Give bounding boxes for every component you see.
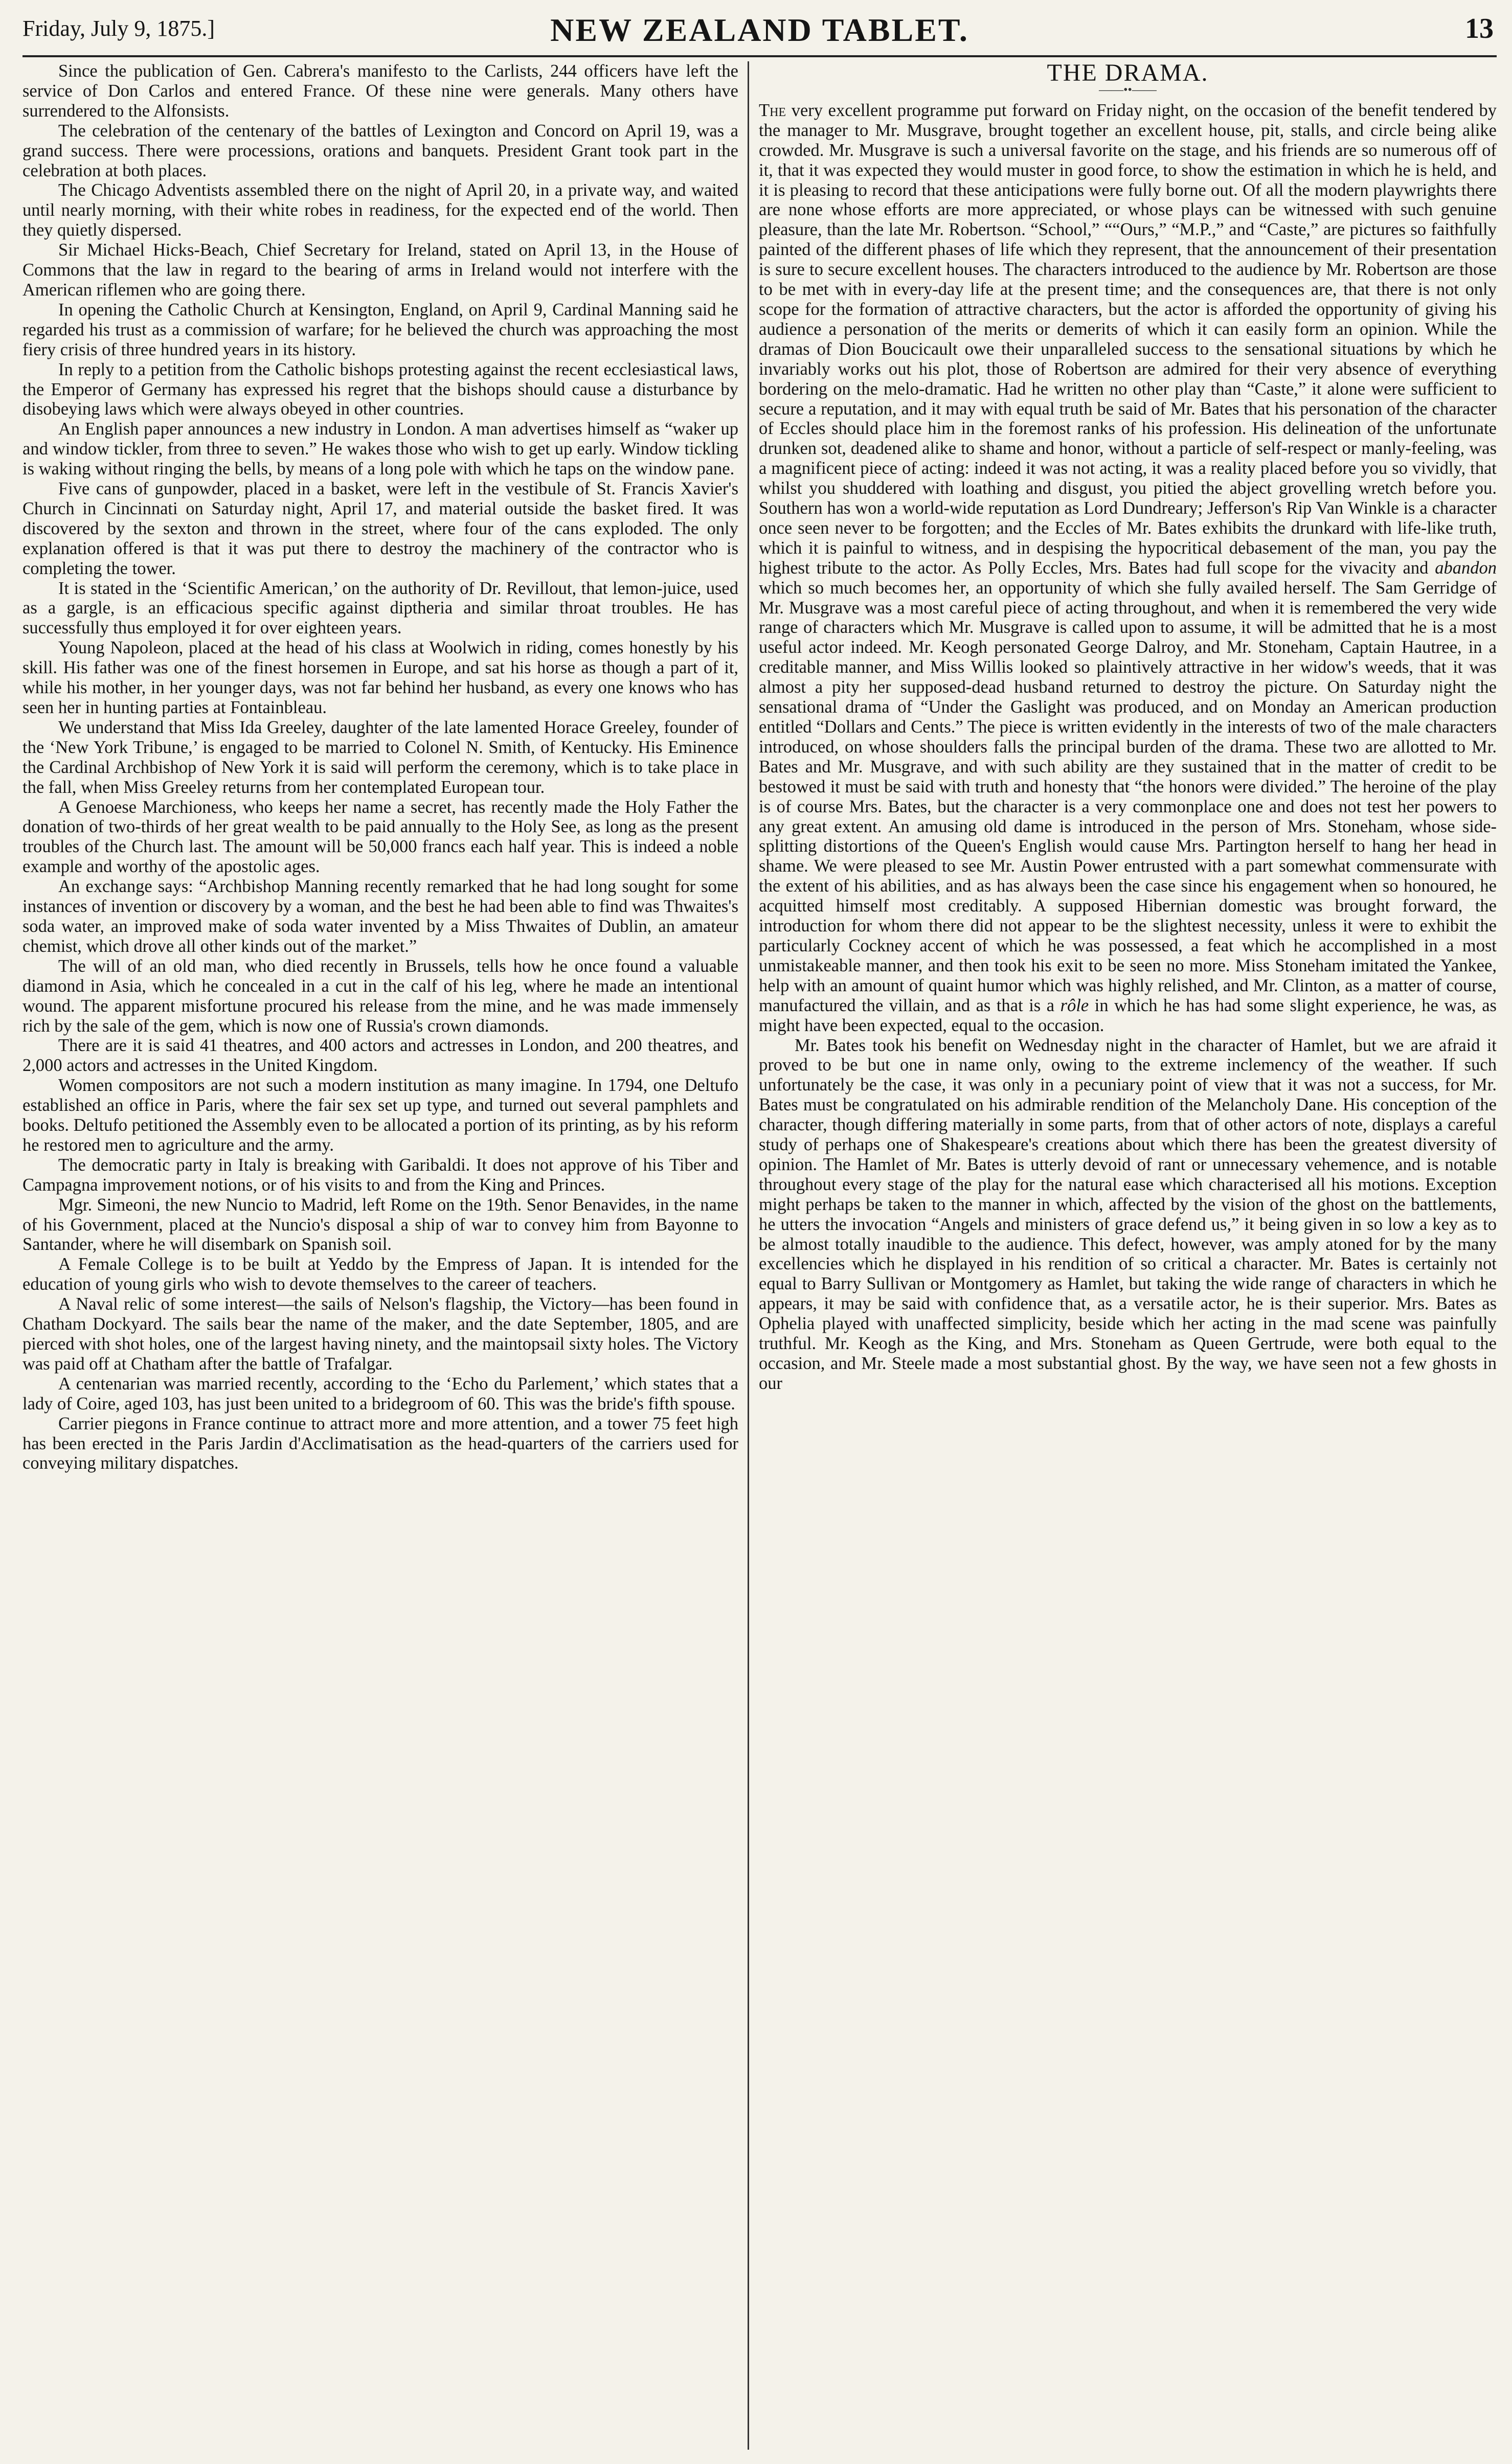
- drama-text-run: which so much becomes her, an opportunity of which she fully availed herself. The Sam Gerridge of Mr. Musgrave was a most careful piece of acting throughout, and when it is remembered the very wide range of characters which Mr. Musgrave is called upon to assume, it will be admitted that he is a most useful actor indeed. Mr. Keogh personated George Dalroy, and Mr. Stoneham, Captain Hautree, in a creditable manner, and Miss Willis looked so plaintively attractive in her widow's weeds, that it was almost a pity her supposed-dead husband returned to destroy the picture. On Saturday night the sensational drama of “Under the Gaslight was produced, and on Monday an American production entitled “Dollars and Cents.” The piece is written evidently in the interests of two of the male characters introduced, on whose shoulders falls the principal burden of the drama. These two are allotted to Mr. Bates and Mr. Musgrave, and with such ability are they sustained that in the matter of credit to be bestowed it must be said with truth and honesty that “the honors were divided.” The heroine of the play is of course Mrs. Bates, but the character is a very commonplace one and does not test her powers to any great extent. An amusing old dame is introduced in the person of Mrs. Stoneham, whose side-splitting distortions of the Queen's English would cause Mrs. Partington herself to hang her head in shame. We were pleased to see Mr. Austin Power entrusted with a part somewhat commensurate with the extent of his abilities, and as has always been the case since his engagement when so honoured, he acquitted himself most creditably. A supposed Hibernian domestic was brought forward, the introduction for whom there did not appear to be the slightest necessity, unless it were to exhibit the particularly Cockney accent of which he was possessed, a feat which he accomplished in a most unmistakeable manner, and then took his exit to be seen no more. Miss Stoneham imitated the Yankee, help with an amount of quaint humor which was highly relished, and Mr. Clinton, as a matter of course, manufactured the villain, and as that is a: [759, 578, 1497, 1015]
- page-header: [22, 11, 1497, 57]
- news-item: Since the publication of Gen. Cabrera's manifesto to the Carlists, 244 officers have left the service of Don Carlos and entered France. Of these nine were generals. Many others have surrendered to the Alfonsists.: [22, 61, 738, 121]
- column-divider: [748, 61, 749, 2450]
- title-ornament: ——••——: [1099, 83, 1157, 97]
- drama-text-run: very excellent programme put forward on Friday night, on the occasion of the benefit tendered by the manager to Mr. Musgrave, brought together an excellent house, pit, stalls, and circle being alike crowded. Mr. Musgrave is such a universal favorite on the stage, and his friends are so numerous off of it, that it was expected they would muster in good force, to show the estimation in which he is held, and it is pleasing to record that these anticipations were fully borne out. Of all the modern playwrights there are none whose efforts are more appreciated, or whose plays can be witnessed with such genuine pleasure, than the late Mr. Robertson. “School,” ““Ours,” “M.P.,” and “Caste,” are pictures so faithfully painted of the different phases of life which they represent, that the announcement of their presentation is sure to secure excellent houses. The characters introduced to the audience by Mr. Robertson are those to be met with in every-day life at the present time; and the consequences are, that there is not only scope for the formation of attractive characters, but the actor is afforded the opportunity of giving his audience a personation of the merits or demerits of which it can easily form an opinion. While the dramas of Dion Boucicault owe their unparalleled success to the sensational situations by which he invariably works out his plot, those of Robertson are admired for their very absence of everything bordering on the melo-dramatic. Had he written no other play than “Caste,” it alone were sufficient to secure a reputation, and it may with equal truth be said of Mr. Bates that his personation of the character of Eccles should place him in the foremost ranks of his profession. His delineation of the unfortunate drunken sot, deadened alike to shame and honor, without a particle of self-respect or manly-feeling, was a magnificent piece of acting: indeed it was not acting, it was a reality placed before you so vividly, that whilst you shuddered with loathing and disgust, you pitied the abject grovelling wretch before you. Southern has won a world-wide reputation as Lord Dundreary; Jefferson's Rip Van Winkle is a character once seen never to be forgotten; and the Eccles of Mr. Bates exhibits the drunkard with life-like truth, which it is painful to witness, and in despising the hypocritical debasement of the man, you pay the highest tribute to the actor. As Polly Eccles, Mrs. Bates had full scope for the vivacity and: [759, 100, 1497, 578]
- news-item: In opening the Catholic Church at Kensington, England, on April 9, Cardinal Manning said he regarded his trust as a commission of warfare; for he believed the church was approaching the most fiery crisis of three hundred years in its history.: [22, 300, 738, 359]
- news-item: Women compositors are not such a modern institution as many imagine. In 1794, one Deltufo established an office in Paris, where the fair sex set up type, and turned out several pamphlets and books. Deltufo petitioned the Assembly even to be allocated a portion of its printing, as by his reform he restored men to agriculture and the army.: [22, 1076, 738, 1155]
- columns: [22, 61, 1497, 2450]
- issue-date: Friday, July 9, 1875.]: [22, 16, 215, 41]
- news-item: A centenarian was married recently, according to the ‘Echo du Parlement,’ which states that a lady of Coire, aged 103, has just been united to a bridegroom of 60. This was the bride's fifth spouse.: [22, 1374, 738, 1413]
- news-item: The Chicago Adventists assembled there on the night of April 20, in a private way, and waited until nearly morning, with their white robes in readiness, for the expected end of the world. Then they quietly dispersed.: [22, 180, 738, 240]
- news-item: Young Napoleon, placed at the head of his class at Woolwich in riding, comes honestly by his skill. His father was one of the finest horsemen in Europe, and sat his horse as though a part of it, while his mother, in her younger days, was not far behind her husband, as every one knows who has seen her in hunting parties at Fontainbleau.: [22, 638, 738, 717]
- news-item: An exchange says: “Archbishop Manning recently remarked that he had long sought for some instances of invention or discovery by a woman, and the best he had been able to find was Thwaites's soda water, an improved make of soda water invented by a Miss Thwaites of Dublin, an amateur chemist, which drove all other kinds out of the market.”: [22, 877, 738, 956]
- news-item: We understand that Miss Ida Greeley, daughter of the late lamented Horace Greeley, founder of the ‘New York Tribune,’ is engaged to be married to Colonel N. Smith, of Kentucky. His Eminence the Cardinal Archbishop of New York it is said will perform the ceremony, which is to take place in the fall, when Miss Greeley returns from her contemplated European tour.: [22, 717, 738, 797]
- news-item: In reply to a petition from the Catholic bishops protesting against the recent ecclesiastical laws, the Emperor of Germany has expressed his regret that the bishops should cause a disturbance by disobeying laws which were always obeyed in other countries.: [22, 359, 738, 419]
- drama-paragraph: Mr. Bates took his benefit on Wednesday night in the character of Hamlet, but we are afraid it proved to be but one in name only, owing to the extreme inclemency of the weather. If such unfortunately be the case, it was only in a pecuniary point of view that it was not a success, for Mr. Bates must be congratulated on his admirable rendition of the Melancholy Dane. His conception of the character, though differing materially in some parts, from that of other actors of note, displays a careful study of perhaps one of Shakespeare's creations about which there has been the greatest diversity of opinion. The Hamlet of Mr. Bates is utterly devoid of rant or unnecessary vehemence, and is notable throughout every stage of the play for the natural ease which characterised all his motions. Exception might perhaps be taken to the manner in which, affected by the vision of the ghost on the battlements, he utters the invocation “Angels and ministers of grace defend us,” it being given in so low a key as to be almost totally inaudible to the audience. This defect, however, was amply atoned for by the many excellencies which he displayed in his rendition of so critical a character. Mr. Bates is certainly not equal to Barry Sullivan or Montgomery as Hamlet, but taking the wide range of characters in which he appears, it may be said with confidence that, as a versatile actor, he is their superior. Mrs. Bates as Ophelia played with unaffected simplicity, beside which her acting in the mad scene was painfully truthful. Mr. Keogh as the King, and Mrs. Stoneham as Queen Gertrude, were both equal to the occasion, and Mr. Steele made a most substantial ghost. By the way, we have seen not a few ghosts in our: [759, 1035, 1497, 1393]
- news-item: There are it is said 41 theatres, and 400 actors and actresses in London, and 200 theatres, and 2,000 actors and actresses in the United Kingdom.: [22, 1036, 738, 1076]
- news-item: Mgr. Simeoni, the new Nuncio to Madrid, left Rome on the 19th. Senor Benavides, in the name of his Government, placed at the Nuncio's disposal a ship of war to convey him from Bayonne to Santander, where he will disembark on Spanish soil.: [22, 1195, 738, 1254]
- italic-word: rôle: [1060, 995, 1089, 1015]
- news-item: Carrier piegons in France continue to attract more and more attention, and a tower 75 feet high has been erected in the Paris Jardin d'Acclimatisation as the head-quarters of the carriers used for conveying military dispatches.: [22, 1413, 738, 1473]
- news-item: The democratic party in Italy is breaking with Garibaldi. It does not approve of his Tiber and Campagna improvement notions, or of his visits to and from the King and Princes.: [22, 1155, 738, 1195]
- news-item: The celebration of the centenary of the battles of Lexington and Concord on April 19, was a grand success. There were processions, orations and banquets. President Grant took part in the celebration at both places.: [22, 121, 738, 180]
- masthead: NEW ZEALAND TABLET.: [550, 12, 969, 48]
- news-item: It is stated in the ‘Scientific American,’ on the authority of Dr. Revillout, that lemon-juice, used as a gargle, is an efficacious specific against diptheria and similar throat troubles. He has successfully thus employed it for over eighteen years.: [22, 578, 738, 638]
- drama-text-run: in which he has had some slight experience, he was, as might have been expected, equal to the occasion.: [759, 995, 1497, 1035]
- news-item: A Genoese Marchioness, who keeps her name a secret, has recently made the Holy Father the donation of two-thirds of her great wealth to be paid annually to the Holy See, as long as the present troubles of the Church last. The amount will be 50,000 francs each half year. This is indeed a noble example and worthy of the apostolic ages.: [22, 797, 738, 877]
- news-item: A Naval relic of some interest—the sails of Nelson's flagship, the Victory—has been found in Chatham Dockyard. The sails bear the name of the maker, and the date September, 1805, and are pierced with shot holes, one of the largest having ninety, and the maintopsail sixty holes. The Victory was paid off at Chatham after the battle of Trafalgar.: [22, 1294, 738, 1374]
- italic-word: abandon: [1435, 558, 1497, 578]
- news-item: A Female College is to be built at Yeddo by the Empress of Japan. It is intended for the education of young girls who wish to devote themselves to the career of teachers.: [22, 1254, 738, 1294]
- section-title: THE DRAMA.: [1047, 61, 1209, 86]
- news-item: Five cans of gunpowder, placed in a basket, were left in the vestibule of St. Francis Xavier's Church in Cincinnati on Saturday night, April 17, and material outside the basket fired. It was discovered by the sexton and thrown in the street, where four of the cans exploded. The only explanation offered is that it was put there to destroy the machinery of the contractor who is completing the tower.: [22, 479, 738, 578]
- news-item: The will of an old man, who died recently in Brussels, tells how he once found a valuable diamond in Asia, which he concealed in a cut in the calf of his leg, where he made an intentional wound. The apparent misfortune procured his release from the mine, and he was made immensely rich by the sale of the gem, which is now one of Russia's crown diamonds.: [22, 956, 738, 1036]
- right-column-drama: [759, 61, 1497, 2450]
- drama-paragraph: [759, 101, 1497, 1036]
- left-column-news-items: [22, 61, 738, 2450]
- news-item: Sir Michael Hicks-Beach, Chief Secretary for Ireland, stated on April 13, in the House of Commons that the law in regard to the bearing of arms in Ireland would not interfere with the American riflemen who are going there.: [22, 240, 738, 300]
- page-number: 13: [1465, 13, 1494, 44]
- lead-word: The: [759, 100, 786, 120]
- news-item: An English paper announces a new industry in London. A man advertises himself as “waker up and window tickler, from three to seven.” He wakes those who wish to get up early. Window tickling is waking without ringing the bells, by means of a long pole with which he taps on the window pane.: [22, 419, 738, 479]
